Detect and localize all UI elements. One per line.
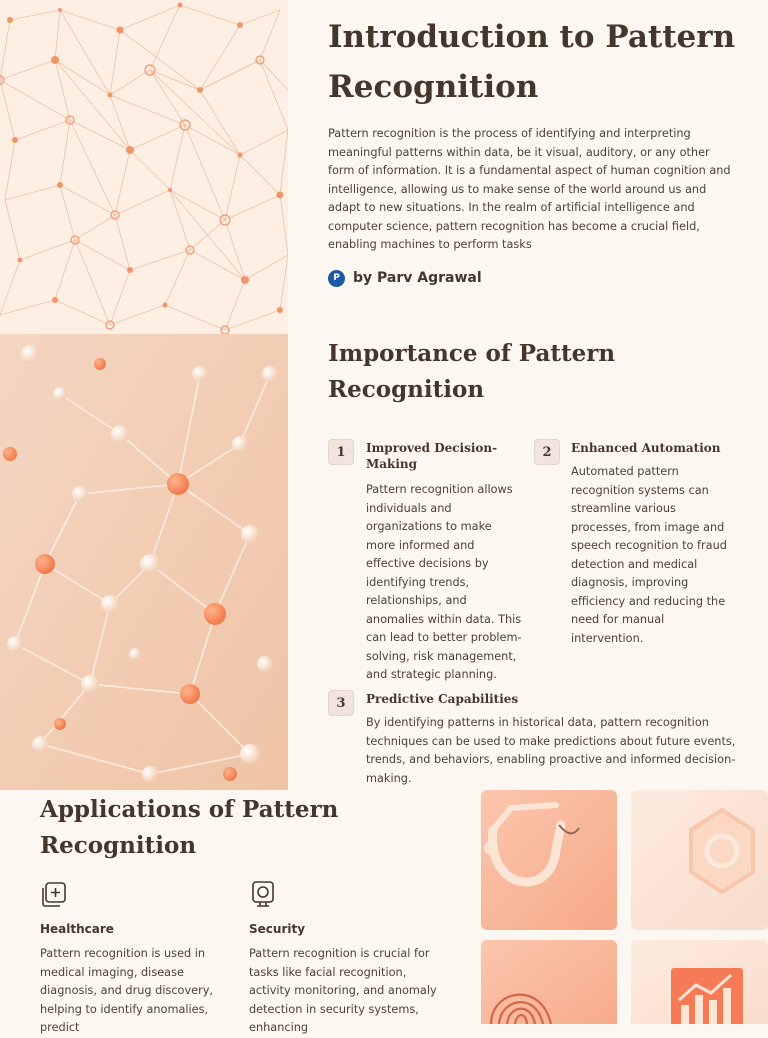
item-title: Improved Decision-Making [366, 441, 498, 471]
item-text: By identifying patterns in historical data, pattern recognition techniques can be used to make predictions about future events, trends, and behaviors, enabling proactive and informed decision-making. [366, 716, 736, 785]
camera-icon [249, 880, 277, 908]
app-text-security: Pattern recognition is crucial for tasks like facial recognition, activity monitoring, and anomaly detection in security systems, enhancing [249, 947, 437, 1034]
author-byline [328, 268, 482, 288]
applications-icons-illustration [481, 790, 768, 1024]
item-text: Pattern recognition allows individuals and organizations to make more informed and effective decisions by identifying trends, relationships, and anomalies within data. This can lead to better problem-solving, risk management, and strategic planning. [366, 483, 522, 681]
applications-icons-image [481, 790, 768, 1024]
item-number-badge: 3 [328, 690, 354, 716]
intro-paragraph: Pattern recognition is the process of identifying and interpreting meaningful patterns within data, be it visual, auditory, or any other form of information. It is a fundamental aspect of human cognition and intelligence, allowing us to make sense of the world around us and adapt to new situations. In the realm of artificial intelligence and computer science, pattern recognition has become a crucial field, enabling machines to perform tasks [328, 127, 731, 251]
app-title-security: Security [249, 922, 306, 936]
item-number-badge: 2 [534, 439, 560, 465]
molecular-network-image [0, 334, 288, 790]
molecular-network-illustration [0, 334, 288, 790]
author-name: by Parv Agrawal [353, 270, 482, 286]
item-number-badge: 1 [328, 439, 354, 465]
network-graph-image [0, 0, 288, 334]
page-title: Introduction to Pattern Recognition [328, 19, 736, 105]
item-title: Enhanced Automation [571, 441, 721, 455]
item-title: Predictive Capabilities [366, 692, 519, 706]
medical-case-icon [40, 880, 68, 908]
network-graph-illustration [0, 0, 288, 334]
app-title-healthcare: Healthcare [40, 922, 114, 936]
item-text: Automated pattern recognition systems can streamline various processes, from image and speech recognition to fraud detection and medical diagnosis, improving efficiency and reducing the need for manual intervention. [571, 465, 727, 645]
importance-title: Importance of Pattern Recognition [328, 340, 616, 403]
app-text-healthcare: Pattern recognition is used in medical imaging, disease diagnosis, and drug discovery, helping to identify anomalies, predict [40, 947, 214, 1034]
avatar: P [328, 270, 345, 287]
applications-title: Applications of Pattern Recognition [40, 796, 339, 859]
